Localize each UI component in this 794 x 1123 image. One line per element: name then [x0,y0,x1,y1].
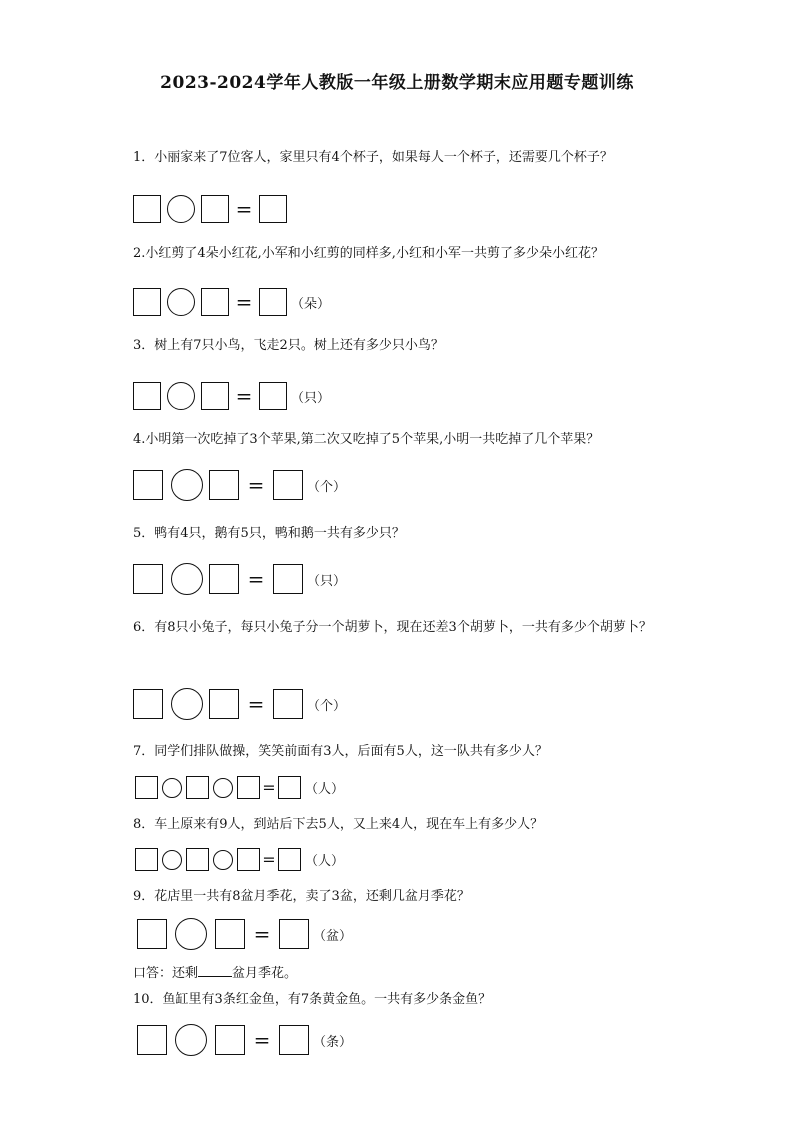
answer-box[interactable] [186,776,209,799]
operator-circle[interactable] [175,1024,207,1056]
equals-sign: = [247,473,265,497]
operator-circle[interactable] [213,778,233,798]
equals-sign: = [253,1028,271,1052]
question-6-equation [133,688,346,720]
answer-box[interactable] [201,288,229,316]
question-8-equation [135,848,344,871]
question-3-text: 3．树上有7只小鸟，飞走2只。树上还有多少只小鸟？ [133,338,444,353]
question-4-text: 4.小明第一次吃掉了3个苹果,第二次又吃掉了5个苹果,小明一共吃掉了几个苹果？ [133,432,600,447]
unit-label: （只） [307,573,347,589]
operator-circle[interactable] [167,288,195,316]
result-box[interactable] [278,776,301,799]
question-9-equation [137,918,352,950]
answer-box[interactable] [215,1025,245,1055]
answer-suffix: 盆月季花。 [232,966,298,981]
answer-box[interactable] [215,919,245,949]
result-box[interactable] [279,919,309,949]
answer-blank[interactable] [198,964,232,977]
answer-box[interactable] [209,470,239,500]
question-8-text: 8．车上原来有9人，到站后下去5人，又上来4人，现在车上有多少人？ [133,817,544,832]
operator-circle[interactable] [171,688,203,720]
answer-box[interactable] [209,689,239,719]
question-5-equation [133,563,346,595]
question-2-equation [133,288,330,316]
question-4-equation [133,469,346,501]
result-box[interactable] [259,382,287,410]
question-6-text: 6．有8只小兔子，每只小兔子分一个胡萝卜，现在还差3个胡萝卜，一共有多少个胡萝卜？ [133,620,652,635]
equals-sign: = [235,384,253,408]
result-box[interactable] [273,689,303,719]
unit-label: （个） [307,698,347,714]
answer-box[interactable] [133,195,161,223]
unit-label: （人） [305,854,345,869]
equals-sign: = [247,567,265,591]
unit-label: （条） [313,1034,353,1050]
question-1-equation [133,195,291,223]
answer-box[interactable] [133,689,163,719]
equals-sign: = [262,849,276,869]
answer-prefix: 口答：还剩 [133,966,199,981]
answer-box[interactable] [209,564,239,594]
question-3-equation [133,382,330,410]
question-7-equation [135,776,344,799]
operator-circle[interactable] [167,382,195,410]
result-box[interactable] [259,288,287,316]
answer-box[interactable] [133,288,161,316]
question-10-equation [137,1024,352,1056]
unit-label: （盆） [313,928,353,944]
answer-box[interactable] [201,382,229,410]
question-5-text: 5．鸭有4只，鹅有5只，鸭和鹅一共有多少只？ [133,526,405,541]
operator-circle[interactable] [162,850,182,870]
equals-sign: = [262,777,276,797]
equals-sign: = [235,290,253,314]
page-title: 2023-2024学年人教版一年级上册数学期末应用题专题训练 [160,73,634,93]
equals-sign: = [253,922,271,946]
equals-sign: = [235,197,253,221]
operator-circle[interactable] [167,195,195,223]
result-box[interactable] [273,470,303,500]
result-box[interactable] [278,848,301,871]
answer-box[interactable] [137,1025,167,1055]
result-box[interactable] [273,564,303,594]
answer-box[interactable] [237,776,260,799]
operator-circle[interactable] [171,563,203,595]
answer-box[interactable] [201,195,229,223]
unit-label: （只） [291,390,331,406]
answer-box[interactable] [135,848,158,871]
question-10-text: 10．鱼缸里有3条红金鱼，有7条黄金鱼。一共有多少条金鱼？ [133,992,492,1007]
answer-box[interactable] [133,564,163,594]
answer-line-9 [133,962,297,981]
operator-circle[interactable] [175,918,207,950]
operator-circle[interactable] [171,469,203,501]
question-7-text: 7．同学们排队做操，笑笑前面有3人，后面有5人，这一队共有多少人？ [133,744,548,759]
result-box[interactable] [259,195,287,223]
operator-circle[interactable] [162,778,182,798]
unit-label: （朵） [291,296,331,312]
answer-box[interactable] [137,919,167,949]
question-9-text: 9．花店里一共有8盆月季花，卖了3盆，还剩几盆月季花？ [133,889,470,904]
answer-box[interactable] [186,848,209,871]
operator-circle[interactable] [213,850,233,870]
unit-label: （个） [307,479,347,495]
answer-box[interactable] [135,776,158,799]
answer-box[interactable] [133,382,161,410]
question-2-text: 2.小红剪了4朵小红花,小军和小红剪的同样多,小红和小军一共剪了多少朵小红花？ [133,246,604,261]
equals-sign: = [247,692,265,716]
result-box[interactable] [279,1025,309,1055]
question-1-text: 1．小丽家来了7位客人，家里只有4个杯子，如果每人一个杯子，还需要几个杯子？ [133,150,613,165]
answer-box[interactable] [133,470,163,500]
unit-label: （人） [305,782,345,797]
answer-box[interactable] [237,848,260,871]
